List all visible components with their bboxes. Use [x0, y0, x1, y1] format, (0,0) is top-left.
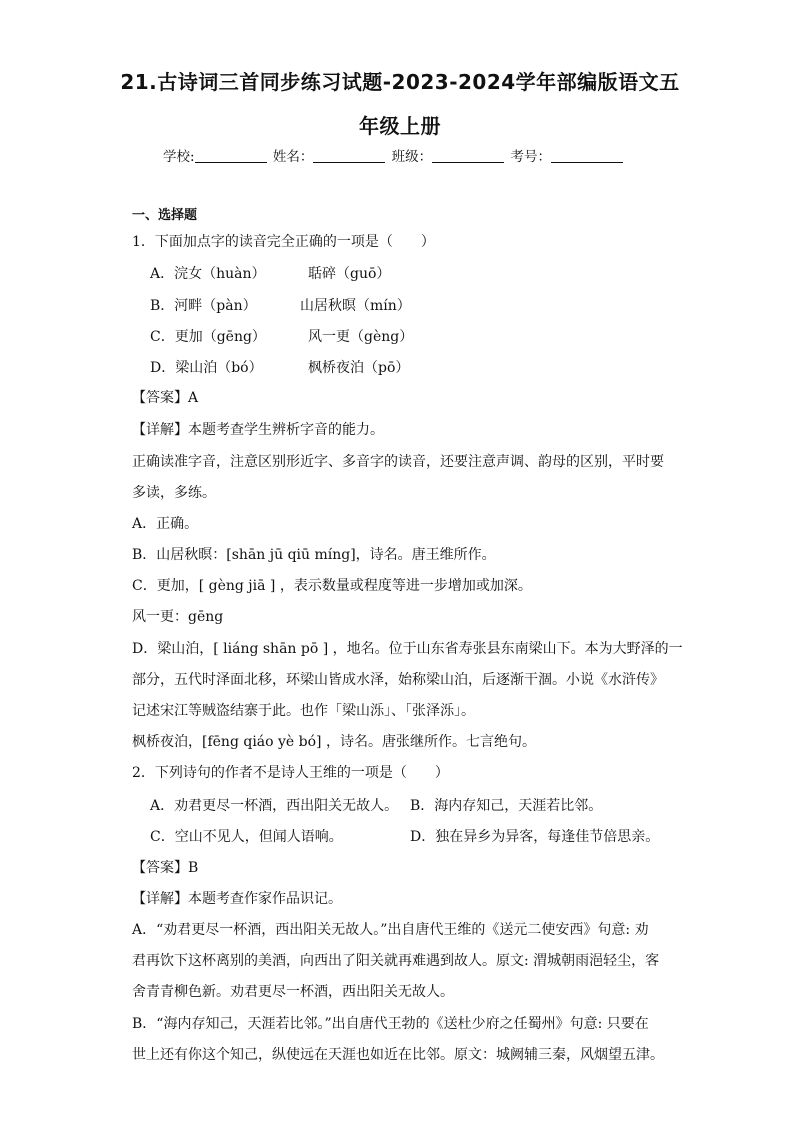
q1-detail: 【详解】本题考查学生辨析字音的能力。: [132, 422, 384, 438]
q2-stem: 2．下列诗句的作者不是诗人王维的一项是（ ）: [132, 765, 449, 781]
doc-title-line1: 21.古诗词三首同步练习试题-2023-2024学年部编版语文五: [120, 70, 680, 94]
q2-body-line: A．“劝君更尽一杯酒，西出阳关无故人。”出自唐代王维的《送元二使安西》句意: 劝: [132, 922, 649, 938]
q2-body-line: 舍青青柳色新。劝君更尽一杯酒，西出阳关无故人。: [132, 984, 454, 1000]
name-label: 姓名：: [272, 149, 314, 165]
q1-body-line: B．山居秋暝：[shān jū qiū míng]，诗名。唐王维所作。: [132, 547, 496, 563]
school-label: 学校:: [163, 149, 195, 165]
q1-stem: 1．下面加点字的读音完全正确的一项是（ ）: [132, 234, 435, 250]
q1-option-b-left: B．河畔（pàn）: [150, 298, 257, 314]
q1-body-line: 风一更：gēng: [132, 609, 224, 625]
q1-option-d-right: 枫桥夜泊（pō）: [308, 360, 410, 376]
q2-option-b: B．海内存知己，天涯若比邻。: [410, 798, 603, 814]
q1-option-a-right: 聒碎（guō）: [308, 266, 391, 282]
class-field[interactable]: [432, 148, 504, 163]
name-field[interactable]: [313, 148, 385, 163]
q1-body-line: 枫桥夜泊，[fēng qiáo yè bó] ，诗名。唐张继所作。七言绝句。: [132, 734, 536, 750]
q1-body-line: 部分，五代时泽面北移，环梁山皆成水泽，始称梁山泊，后逐渐干涸。小说《水浒传》: [132, 672, 664, 688]
q1-option-c-left: C．更加（gēng）: [150, 329, 266, 345]
q2-detail: 【详解】本题考查作家作品识记。: [132, 891, 342, 907]
doc-title-line2: 年级上册: [359, 114, 441, 138]
exam-no-field[interactable]: [551, 148, 623, 163]
q2-option-d: D．独在异乡为异客，每逢佳节倍思亲。: [410, 829, 660, 845]
q1-body-line: 多读，多练。: [132, 485, 216, 501]
q2-body-line: B．“海内存知己，天涯若比邻。”出自唐代王勃的《送杜少府之任蜀州》句意: 只要在: [132, 1016, 649, 1032]
q2-answer: 【答案】B: [132, 860, 199, 876]
q1-body-line: C．更加，[ gèng jiā ] ，表示数量或程度等进一步增加或加深。: [132, 578, 532, 594]
q1-option-b-right: 山居秋暝（mín）: [300, 298, 411, 314]
q1-option-a-left: A．浣女（huàn）: [150, 266, 266, 282]
student-info-row: [163, 145, 625, 165]
exam-no-label: 考号：: [510, 149, 551, 165]
q1-option-c-right: 风一更（gèng）: [308, 329, 414, 345]
q2-body-line: 君再饮下这杯离别的美酒，向西出了阳关就再难遇到故人。原文: 渭城朝雨浥轻尘，客: [132, 953, 660, 969]
q1-option-d-left: D．梁山泊（bó）: [150, 360, 263, 376]
q1-body-line: D．梁山泊，[ liáng shān pō ] ，地名。位于山东省寿张县东南梁山下。本为大野泽的一: [132, 641, 683, 657]
q1-answer: 【答案】A: [132, 390, 199, 406]
q2-option-c: C．空山不见人，但闻人语响。: [150, 829, 343, 845]
class-label: 班级：: [391, 149, 433, 165]
q1-body-line: 记述宋江等贼盗结寨于此。也作「梁山泺」、「张泽泺」。: [132, 703, 475, 719]
q2-body-line: 世上还有你这个知己，纵使远在天涯也如近在比邻。原文：城阙辅三秦，风烟望五津。: [132, 1047, 664, 1063]
q2-option-a: A．劝君更尽一杯酒，西出阳关无故人。: [150, 798, 399, 814]
section-title: 一、选择题: [132, 208, 198, 223]
q1-body-line: A．正确。: [132, 516, 199, 532]
school-field[interactable]: [195, 148, 267, 163]
q1-body-line: 正确读准字音，注意区别形近字、多音字的读音，还要注意声调、韵母的区别，平时要: [132, 454, 664, 470]
